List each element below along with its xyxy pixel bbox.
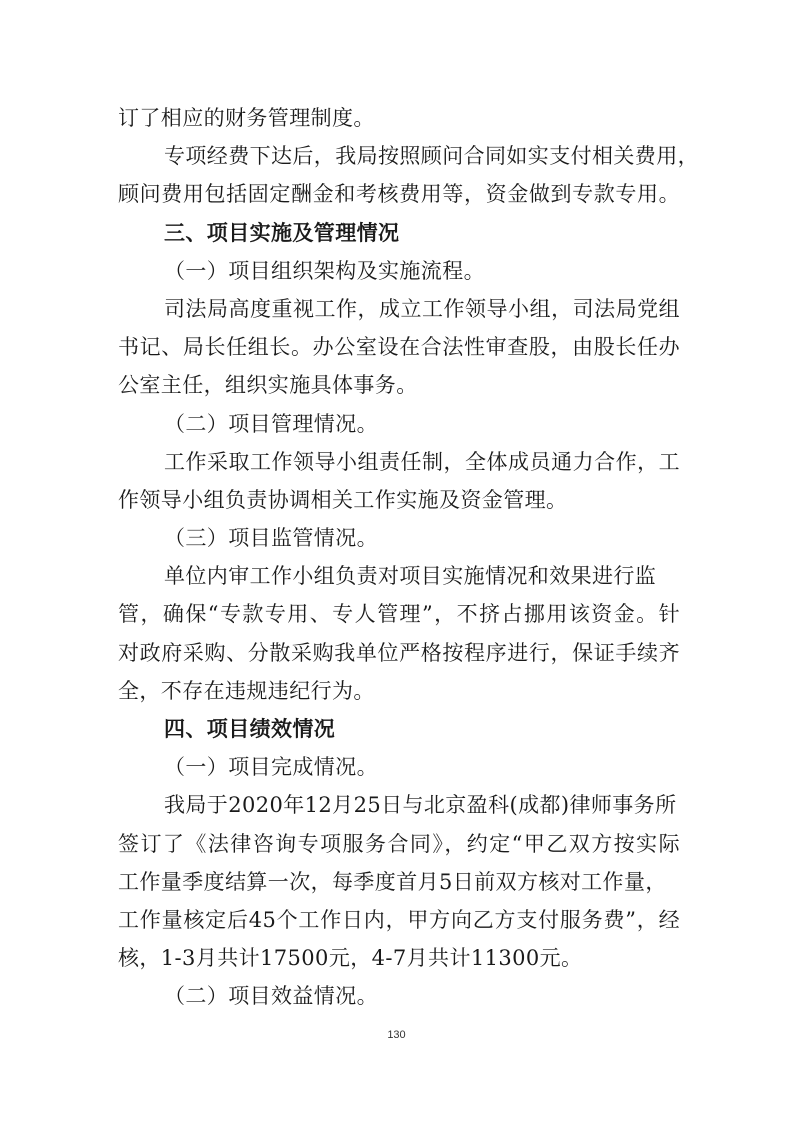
paragraph-line: 工作量核定后45个工作日内，甲方向乙方支付服务费”，经: [118, 907, 680, 932]
paragraph-line: 订了相应的财务管理制度。: [118, 106, 375, 130]
paragraph-line: 司法局高度重视工作，成立工作领导小组，司法局党组: [164, 296, 680, 321]
subsection-heading: （一）项目完成情况。: [164, 755, 378, 780]
paragraph-line: 工作量季度结算一次，每季度首月5日前双方核对工作量，: [118, 869, 667, 894]
subsection-heading: （一）项目组织架构及实施流程。: [164, 258, 485, 283]
paragraph-line: 专项经费下达后，我局按照顾问合同如实支付相关费用，: [164, 144, 699, 169]
page-number: 130: [387, 1029, 406, 1041]
paragraph-line: 核，1-3月共计17500元，4-7月共计11300元。: [118, 946, 583, 971]
section-heading: 四、项目绩效情况: [164, 716, 336, 741]
paragraph-line: 顾问费用包括固定酬金和考核费用等，资金做到专款专用。: [118, 182, 680, 207]
subsection-heading: （二）项目效益情况。: [164, 984, 378, 1009]
subsection-heading: （三）项目监管情况。: [164, 526, 378, 551]
paragraph-line: 全，不存在违规违纪行为。: [118, 678, 375, 703]
section-heading: 三、项目实施及管理情况: [164, 219, 400, 245]
paragraph-line: 管，确保“专款专用、专人管理”，不挤占挪用该资金。针: [118, 602, 680, 627]
paragraph-line: 签订了《法律咨询专项服务合同》，约定“甲乙双方按实际: [118, 831, 680, 856]
paragraph-line: 单位内审工作小组负责对项目实施情况和效果进行监: [164, 564, 657, 589]
paragraph-line: 我局于2020年12月25日与北京盈科(成都)律师事务所: [164, 793, 677, 818]
paragraph-line: 对政府采购、分散采购我单位严格按程序进行，保证手续齐: [118, 640, 680, 665]
paragraph-line: 工作采取工作领导小组责任制，全体成员通力合作，工: [164, 449, 680, 474]
document-body: [118, 99, 699, 1016]
subsection-heading: （二）项目管理情况。: [164, 411, 378, 436]
paragraph-line: 书记、局长任组长。办公室设在合法性审查股，由股长任办: [118, 335, 680, 360]
paragraph-line: 作领导小组负责协调相关工作实施及资金管理。: [118, 487, 568, 512]
paragraph-line: 公室主任，组织实施具体事务。: [118, 373, 418, 398]
